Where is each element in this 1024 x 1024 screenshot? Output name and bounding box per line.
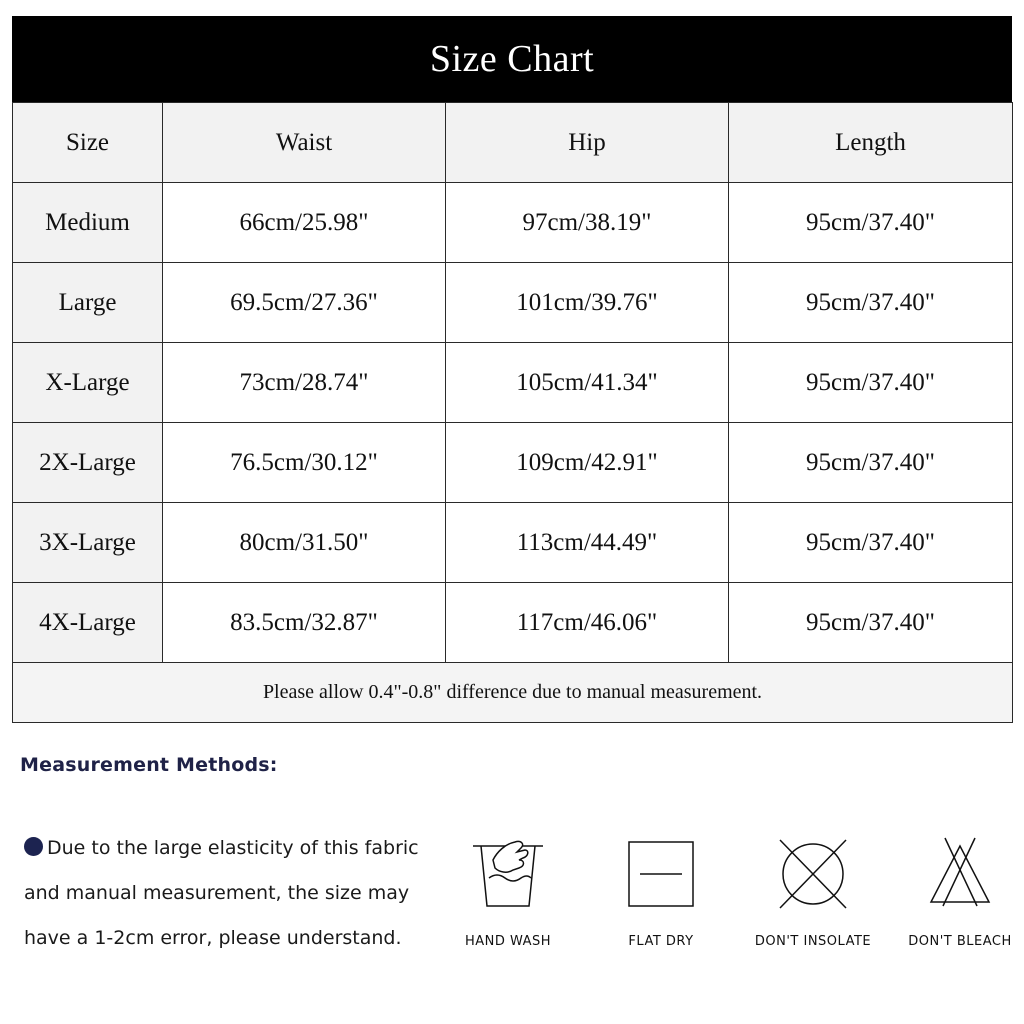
header-hip: Hip bbox=[446, 103, 729, 183]
dont-insolate-icon bbox=[768, 832, 858, 912]
table-row bbox=[13, 343, 1013, 423]
care-dont-insolate bbox=[738, 832, 888, 949]
description-text: Due to the large elasticity of this fabric and manual measurement, the size may have a 1-2cm error, please understand. bbox=[24, 837, 419, 949]
size-table bbox=[12, 102, 1013, 723]
size-cell: 4X-Large bbox=[13, 583, 163, 663]
note-row bbox=[13, 663, 1013, 723]
length-cell: 95cm/37.40" bbox=[729, 503, 1013, 583]
size-cell: 3X-Large bbox=[13, 503, 163, 583]
waist-cell: 66cm/25.98" bbox=[163, 183, 446, 263]
waist-cell: 69.5cm/27.36" bbox=[163, 263, 446, 343]
flat-dry-icon bbox=[616, 832, 706, 912]
hand-wash-icon bbox=[463, 832, 553, 912]
care-label: HAND WASH bbox=[464, 934, 552, 949]
care-label: DON'T INSOLATE bbox=[754, 934, 872, 949]
care-flat-dry bbox=[586, 832, 736, 949]
chart-title: Size Chart bbox=[12, 16, 1012, 102]
length-cell: 95cm/37.40" bbox=[729, 343, 1013, 423]
table-row bbox=[13, 503, 1013, 583]
measurement-note: Please allow 0.4"-0.8" difference due to manual measurement. bbox=[13, 663, 1013, 723]
hip-cell: 117cm/46.06" bbox=[446, 583, 729, 663]
table-header-row bbox=[13, 103, 1013, 183]
care-hand-wash bbox=[433, 832, 583, 949]
size-cell: X-Large bbox=[13, 343, 163, 423]
hip-cell: 97cm/38.19" bbox=[446, 183, 729, 263]
table-row bbox=[13, 183, 1013, 263]
size-cell: 2X-Large bbox=[13, 423, 163, 503]
header-size: Size bbox=[13, 103, 163, 183]
waist-cell: 83.5cm/32.87" bbox=[163, 583, 446, 663]
size-chart bbox=[12, 16, 1012, 723]
length-cell: 95cm/37.40" bbox=[729, 583, 1013, 663]
header-waist: Waist bbox=[163, 103, 446, 183]
size-cell: Medium bbox=[13, 183, 163, 263]
waist-cell: 76.5cm/30.12" bbox=[163, 423, 446, 503]
care-label: DON'T BLEACH bbox=[908, 934, 1012, 949]
care-dont-bleach bbox=[885, 832, 1024, 949]
hip-cell: 101cm/39.76" bbox=[446, 263, 729, 343]
care-label: FLAT DRY bbox=[628, 934, 694, 949]
waist-cell: 73cm/28.74" bbox=[163, 343, 446, 423]
dont-bleach-icon bbox=[915, 832, 1005, 912]
length-cell: 95cm/37.40" bbox=[729, 263, 1013, 343]
header-length: Length bbox=[729, 103, 1013, 183]
hip-cell: 109cm/42.91" bbox=[446, 423, 729, 503]
table-row bbox=[13, 423, 1013, 503]
table-row bbox=[13, 583, 1013, 663]
hip-cell: 113cm/44.49" bbox=[446, 503, 729, 583]
waist-cell: 80cm/31.50" bbox=[163, 503, 446, 583]
length-cell: 95cm/37.40" bbox=[729, 423, 1013, 503]
bullet-icon bbox=[24, 837, 43, 856]
hip-cell: 105cm/41.34" bbox=[446, 343, 729, 423]
length-cell: 95cm/37.40" bbox=[729, 183, 1013, 263]
description-block bbox=[24, 826, 454, 961]
size-cell: Large bbox=[13, 263, 163, 343]
methods-title: Measurement Methods: bbox=[20, 754, 278, 776]
table-row bbox=[13, 263, 1013, 343]
